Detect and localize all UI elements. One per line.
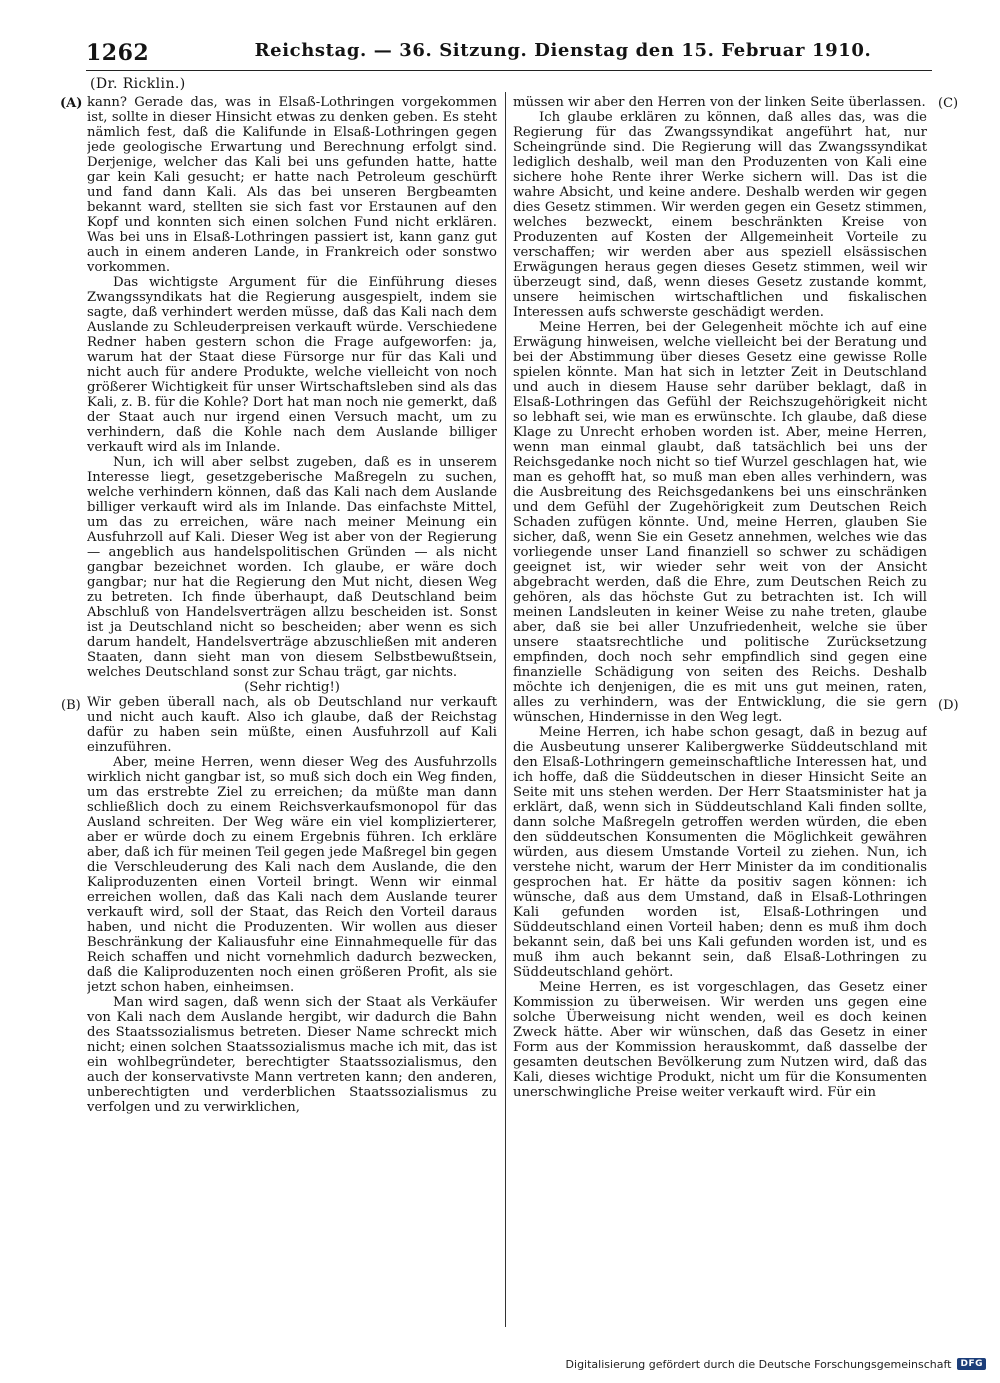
paragraph: Wir geben überall nach, als ob Deutschland nur verkauft und nicht auch kauft. Also ich glaube, daß der Reichstag dafür zu haben sein müßte, einen Ausfuhrzoll auf Kali einzuführen. — [87, 695, 497, 755]
right-column — [513, 95, 927, 1327]
paragraph: Aber, meine Herren, wenn dieser Weg des Ausfuhrzolls wirklich nicht gangbar ist, so muß sich doch ein Weg finden, um das erstrebte Ziel zu erreichen; da müßte man dann schließlich doch zu einem Reichsverkaufsmonopol für das Ausland schreiten. Der Weg wäre ein viel komplizierterer, aber er würde doch zu einem Ergebnis führen. Ich erkläre aber, daß ich für meinen Teil gegen jede Maßregel bin gegen die Verschleuderung des Kali nach dem Auslande, die den Kaliproduzenten einen Vorteil bringt. Wenn wir einmal erreichen wollen, daß das Kali nach dem Auslande teurer verkauft wird, soll der Staat, das Reich den Vorteil daraus haben, und nicht die Produzenten. Wir wollen aus dieser Beschränkung der Kaliausfuhr eine Einnahmequelle für das Reich schaffen und nicht vornehmlich dadurch bezwecken, daß die Kaliproduzenten noch einen größeren Profit, als sie jetzt schon haben, einheimsen. — [87, 755, 497, 995]
paragraph: Nun, ich will aber selbst zugeben, daß es in unserem Interesse liegt, gesetzgeberische Maßregeln zu suchen, welche verhindern können, daß das Kali nach dem Auslande billiger verkauft wird als im Inlande. Das einfachste Mittel, um das zu erreichen, wäre nach meiner Meinung ein Ausfuhrzoll auf Kali. Dieser Weg ist aber von der Regierung — angeblich aus handelspolitischen Gründen — als nicht gangbar bezeichnet worden. Ich glaube, er wäre doch gangbar; nur hat die Regierung den Mut nicht, diesen Weg zu betreten. Ich finde überhaupt, daß Deutschland beim Abschluß von Handelsverträgen allzu bescheiden ist. Sonst ist ja Deutschland nicht so bescheiden; aber wenn es sich darum handelt, Handelsverträge abzuschließen mit anderen Staaten, dann sieht man von diesem Selbstbewußtsein, welches Deutschland sonst zur Schau trägt, gar nichts. — [87, 455, 497, 680]
speaker-label: (Dr. Ricklin.) — [90, 76, 186, 92]
paragraph: Meine Herren, ich habe schon gesagt, daß in bezug auf die Ausbeutung unserer Kalibergwerke Süddeutschland mit den Elsaß-Lothringern gemeinschaftliche Interessen hat, und ich hoffe, daß die Süddeutschen in dieser Hinsicht Seite an Seite mit uns stehen werden. Der Herr Staatsminister hat ja erklärt, daß, wenn sich in Süddeutschland Kali finden sollte, dann solche Maßregeln getroffen werden würden, die eben den süddeutschen Konsumenten die Möglichkeit gewähren würden, aus diesem Umstande Vorteil zu ziehen. Nun, ich verstehe nicht, warum der Herr Minister da im conditionalis gesprochen hat. Er hätte da positiv sagen können: ich wünsche, daß aus dem Umstand, daß in Elsaß-Lothringen Kali gefunden worden ist, Elsaß-Lothringen und Süddeutschland einen Vorteil haben; denn es muß ihm doch bekannt sein, daß bei uns Kali gefunden worden ist, und es muß ihm auch bekannt sein, daß Elsaß-Lothringen zu Süddeutschland gehört. — [513, 725, 927, 980]
header-rule — [86, 70, 932, 71]
running-head: Reichstag. — 36. Sitzung. Dienstag den 15. Februar 1910. — [254, 40, 872, 61]
column-divider — [505, 92, 506, 1327]
paragraph: Ich glaube erklären zu können, daß alles das, was die Regierung für das Zwangssyndikat angeführt hat, nur Scheingründe sind. Die Regierung will das Zwangssyndikat lediglich deshalb, weil man den Produzenten von Kali eine sichere hohe Rente ihrer Werke sichern will. Das ist die wahre Absicht, und keine andere. Deshalb werden wir gegen dies Gesetz stimmen. Wir werden gegen ein Gesetz stimmen, welches bezweckt, einem beschränkten Kreise von Produzenten auf Kosten der Allgemeinheit Vorteile zu verschaffen; wir werden aber aus speziell elsässischen Erwägungen heraus gegen dieses Gesetz stimmen, weil wir überzeugt sind, daß, wenn dieses Gesetz zustande kommt, unsere heimischen wirtschaftlichen und fiskalischen Interessen aufs schwerste geschädigt werden. — [513, 110, 927, 320]
paragraph: Das wichtigste Argument für die Einführung dieses Zwangssyndikats hat die Regierung ausgespielt, indem sie sagte, daß verhindert werden müsse, daß das Kali nach dem Auslande zu Schleuderpreisen verkauft würde. Verschiedene Redner haben gestern schon die Frage aufgeworfen: ja, warum hat der Staat diese Fürsorge nur für das Kali und nicht auch für andere Produkte, welche vielleicht von noch größerer Wichtigkeit für unser Wirtschaftsleben sind als das Kali, z. B. für die Kohle? Dort hat man noch nie gemerkt, daß der Staat auch nur irgend einen Versuch macht, um zu verhindern, daß die Kohle nach dem Auslande billiger verkauft wird als im Inlande. — [87, 275, 497, 455]
paragraph: Man wird sagen, daß wenn sich der Staat als Verkäufer von Kali nach dem Auslande hergibt, wir dadurch die Bahn des Staatssozialismus betreten. Dieser Name schreckt mich nicht; einen solchen Staatssozialismus mache ich mit, das ist ein wohlbegründeter, berechtigter Staatssozialismus, den auch der konservativste Mann vertreten kann; den anderen, unberechtigten und verderblichen Staatssozialismus zu verfolgen und zu verwirklichen, — [87, 995, 497, 1115]
margin-mark-b: (B) — [61, 698, 81, 713]
margin-mark-c: (C) — [938, 96, 959, 111]
margin-mark-a: (A) — [60, 96, 83, 111]
paragraph: müssen wir aber den Herren von der linken Seite überlassen. — [513, 95, 926, 110]
interjection: (Sehr richtig!) — [244, 680, 340, 695]
margin-mark-d: (D) — [938, 698, 959, 713]
paragraph: Meine Herren, bei der Gelegenheit möchte ich auf eine Erwägung hinweisen, welche vielleicht bei der Beratung und bei der Abstimmung über dieses Gesetz eine gewisse Rolle spielen könnte. Man hat sich in letzter Zeit in Deutschland und auch in diesem Hause sehr darüber beklagt, daß in Elsaß-Lothringen das Gefühl der Reichszugehörigkeit nicht so lebhaft sei, wie man es erwünschte. Ich glaube, daß diese Klage zu Unrecht erhoben worden ist. Aber, meine Herren, wenn man einmal glaubt, daß tatsächlich bei uns der Reichsgedanke noch nicht so tief Wurzel geschlagen hat, wie man es gehofft hat, so muß man eben alles verhindern, was die Ausbreitung des Reichsgedankens bei uns einschränken und dem Gefühl der Zugehörigkeit zum Deutschen Reich Schaden zufügen könnte. Und, meine Herren, glauben Sie sicher, daß, wenn Sie ein Gesetz annehmen, welches wie das vorliegende unser Land finanziell so schwer zu schädigen geeignet ist, wir wieder sehr weit von der Ansicht abgebracht werden, daß die Ehre, zum Deutschen Reich zu gehören, als das höchste Gut zu betrachten ist. Ich will meinen Landsleuten in keiner Weise zu nahe treten, glaube aber, daß sie bei aller Unzufriedenheit, welche sie über unsere staatsrechtliche und politische Zurücksetzung empfinden, doch noch sehr empfindlich sind gegen eine finanzielle Schädigung von seiten des Reichs. Deshalb möchte ich denjenigen, die es mit uns gut meinen, raten, alles zu verhindern, was der Entwicklung, die sie gern wünschen, Hindernisse in den Weg legt. — [513, 320, 927, 725]
dfg-logo: DFG — [957, 1358, 986, 1370]
left-column — [87, 95, 497, 1327]
page-footer — [566, 1356, 986, 1372]
paragraph: kann? Gerade das, was in Elsaß-Lothringen vorgekommen ist, sollte in dieser Hinsicht etwas zu denken geben. Es steht nämlich fest, daß die Kalifunde in Elsaß-Lothringen gegen jede geologische Erwartung und Berechnung erfolgt sind. Derjenige, welcher das Kali bei uns gefunden hatte, hatte gar kein Kali gesucht; er hatte nach Petroleum geschürft und fand dann Kali. Als das bei unseren Bergbeamten bekannt ward, stellten sie sich fast vor Erstaunen auf den Kopf und konnten sich einen solchen Fund nicht erklären. Was bei uns in Elsaß-Lothringen passiert ist, kann ganz gut auch in einem anderen Lande, in Frankreich oder sonstwo vorkommen. — [87, 95, 497, 275]
page-number: 1262 — [86, 40, 150, 66]
paragraph: Meine Herren, es ist vorgeschlagen, das Gesetz einer Kommission zu überweisen. Wir werden uns gegen eine solche Überweisung nicht wenden, weil es doch keinen Zweck hätte. Aber wir wünschen, daß das Gesetz in einer Form aus der Kommission herauskommt, daß dasselbe der gesamten deutschen Bevölkerung zum Nutzen wird, daß das Kali, dieses wichtige Produkt, nicht um für die Konsumenten unerschwingliche Preise weiter verkauft wird. Für ein — [513, 980, 927, 1100]
footer-credit: Digitalisierung gefördert durch die Deutsche Forschungsgemeinschaft — [565, 1357, 952, 1371]
page-header — [86, 40, 924, 70]
